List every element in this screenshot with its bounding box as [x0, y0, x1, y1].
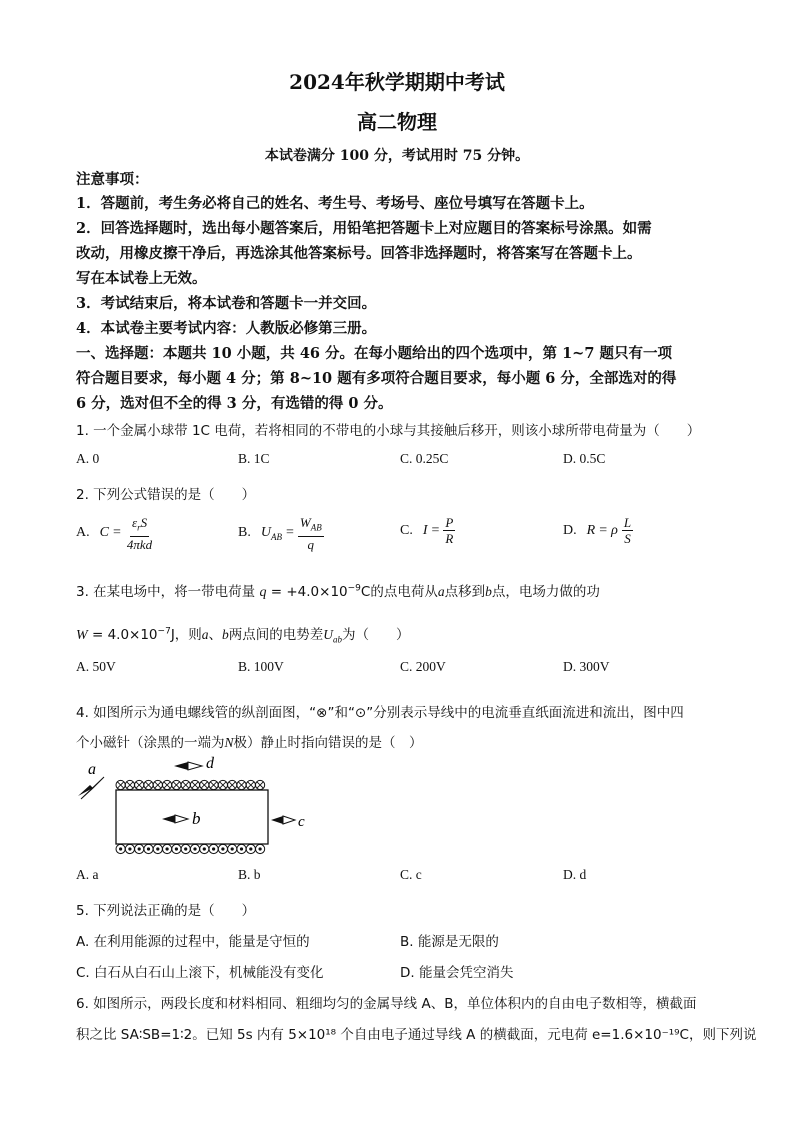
notice-line: 写在本试卷上无效。	[76, 270, 207, 287]
q4-option-a: A. a	[76, 867, 99, 882]
q1-option-b: B. 1C	[238, 451, 270, 466]
q4-line1: 4. 如图所示为通电螺线管的纵剖面图，“⊗”和“⊙”分别表示导线中的电流垂直纸面流进和流出，图中四	[76, 705, 684, 721]
q1-stem: 1. 一个金属小球带 1C 电荷，若将相同的不带电的小球与其接触后移开，则该小球所带电荷量为（ ）	[76, 423, 701, 439]
wire-dot-icon	[135, 844, 144, 853]
q6-line2: 积之比 SA∶SB=1∶2。已知 5s 内有 5×10¹⁸ 个自由电子通过导线 A 的横截面，元电荷 e=1.6×10⁻¹⁹C，则下列说	[76, 1027, 757, 1043]
wire-dot-icon	[144, 844, 153, 853]
exam-title: 2024年秋学期期中考试	[289, 70, 505, 94]
q5-option-c: C. 白石从白石山上滚下，机械能没有变化	[76, 965, 324, 981]
wire-cross-icon	[256, 780, 265, 789]
exam-subject: 高二物理	[357, 110, 437, 134]
q3-line2: $W = 4.0\times 10^{-7}J$，则a、b两点间的电势差$U_{ab}$为（ ）	[76, 626, 410, 645]
wire-dot-icon	[256, 844, 265, 853]
wire-cross-icon	[116, 780, 125, 789]
wire-dot-icon	[116, 844, 125, 853]
label-b: b	[192, 809, 201, 828]
q5-stem: 5. 下列说法正确的是（ ）	[76, 903, 256, 919]
compass-needle-d	[174, 762, 202, 770]
wire-cross-icon	[144, 780, 153, 789]
q3-option-c: C. 200V	[400, 659, 446, 674]
wire-cross-icon	[209, 780, 218, 789]
wire-dot-icon	[181, 844, 190, 853]
q3-option-a: A. 50V	[76, 659, 116, 674]
compass-needle-b	[162, 815, 188, 823]
label-a: a	[88, 761, 96, 778]
exam-subtitle: 本试卷满分 100 分，考试用时 75 分钟。	[264, 148, 530, 164]
notice-line: 2．回答选择题时，选出每小题答案后，用铅笔把答题卡上对应题目的答案标号涂黑。如需	[76, 220, 652, 237]
section-intro-line: 6 分，选对但不全的得 3 分，有选错的得 0 分。	[76, 395, 393, 412]
wire-cross-icon	[181, 780, 190, 789]
q2-stem: 2. 下列公式错误的是（ ）	[76, 487, 256, 503]
q3-option-b: B. 100V	[238, 659, 284, 674]
wire-dot-icon	[218, 844, 227, 853]
label-c: c	[298, 814, 305, 830]
q5-option-d: D. 能量会凭空消失	[400, 965, 514, 981]
solenoid-figure	[74, 752, 344, 860]
q2-option-a: A. C = $\frac{\varepsilon_rS}{\text{4πkd}}$	[76, 515, 153, 552]
wire-dot-icon	[200, 844, 209, 853]
q2-option-b: B. $U_{AB}$ = $\frac{W_{AB}}{q}$	[238, 515, 322, 552]
q3-option-d: D. 300V	[563, 659, 610, 674]
notice-line: 改动，用橡皮擦干净后，再选涂其他答案标号。回答非选择题时，将答案写在答题卡上。	[76, 245, 642, 262]
wire-cross-icon	[172, 780, 181, 789]
q1-option-a: A. 0	[76, 451, 100, 466]
top-wire-row	[116, 780, 265, 789]
q6-line1: 6. 如图所示，两段长度和材料相同、粗细均匀的金属导线 A、B，单位体积内的自由电子数相等，横截面	[76, 996, 697, 1012]
wire-dot-icon	[153, 844, 162, 853]
wire-cross-icon	[135, 780, 144, 789]
q3-line1: 3. 在某电场中，将一带电荷量 $q = +4.0\times 10^{-9}C$的点电荷从a点移到b点，电场力做的功	[76, 583, 600, 600]
compass-needle-a	[78, 777, 104, 799]
wire-dot-icon	[246, 844, 255, 853]
wire-dot-icon	[125, 844, 134, 853]
wire-cross-icon	[246, 780, 255, 789]
wire-dot-icon	[209, 844, 218, 853]
bottom-wire-row	[116, 844, 265, 853]
q1-option-d: D. 0.5C	[563, 451, 606, 466]
wire-cross-icon	[200, 780, 209, 789]
wire-cross-icon	[125, 780, 134, 789]
q4-option-b: B. b	[238, 867, 261, 882]
notice-heading: 注意事项：	[76, 171, 149, 188]
q4-option-d: D. d	[563, 867, 587, 882]
notice-line: 4．本试卷主要考试内容：人教版必修第三册。	[76, 320, 377, 337]
notice-line: 3．考试结束后，将本试卷和答题卡一并交回。	[76, 295, 377, 312]
q1-option-c: C. 0.25C	[400, 451, 449, 466]
wire-dot-icon	[163, 844, 172, 853]
wire-cross-icon	[190, 780, 199, 789]
q5-option-a: A. 在利用能源的过程中，能量是守恒的	[76, 934, 310, 950]
section-intro-line: 符合题目要求，每小题 4 分；第 8~10 题有多项符合题目要求，每小题 6 分，全部选对的得	[76, 370, 677, 387]
q5-option-b: B. 能源是无限的	[400, 934, 499, 950]
q4-option-c: C. c	[400, 867, 422, 882]
wire-dot-icon	[237, 844, 246, 853]
wire-dot-icon	[190, 844, 199, 853]
wire-dot-icon	[172, 844, 181, 853]
wire-cross-icon	[218, 780, 227, 789]
label-d: d	[206, 755, 214, 772]
q2-option-c: C. I = $\frac{P}{R}$	[400, 515, 454, 546]
wire-cross-icon	[153, 780, 162, 789]
wire-cross-icon	[163, 780, 172, 789]
wire-cross-icon	[228, 780, 237, 789]
q4-line2: 个小磁针（涂黑的一端为N极）静止时指向错误的是（ ）	[76, 735, 423, 751]
compass-needle-c	[271, 816, 295, 824]
wire-cross-icon	[237, 780, 246, 789]
q2-option-d: D. R = ρ $\frac{L}{S}$	[563, 515, 632, 546]
wire-dot-icon	[228, 844, 237, 853]
notice-line: 1．答题前，考生务必将自己的姓名、考生号、考场号、座位号填写在答题卡上。	[76, 195, 594, 212]
section-intro-line: 一、选择题：本题共 10 小题，共 46 分。在每小题给出的四个选项中，第 1~7 题只有一项	[76, 345, 672, 362]
